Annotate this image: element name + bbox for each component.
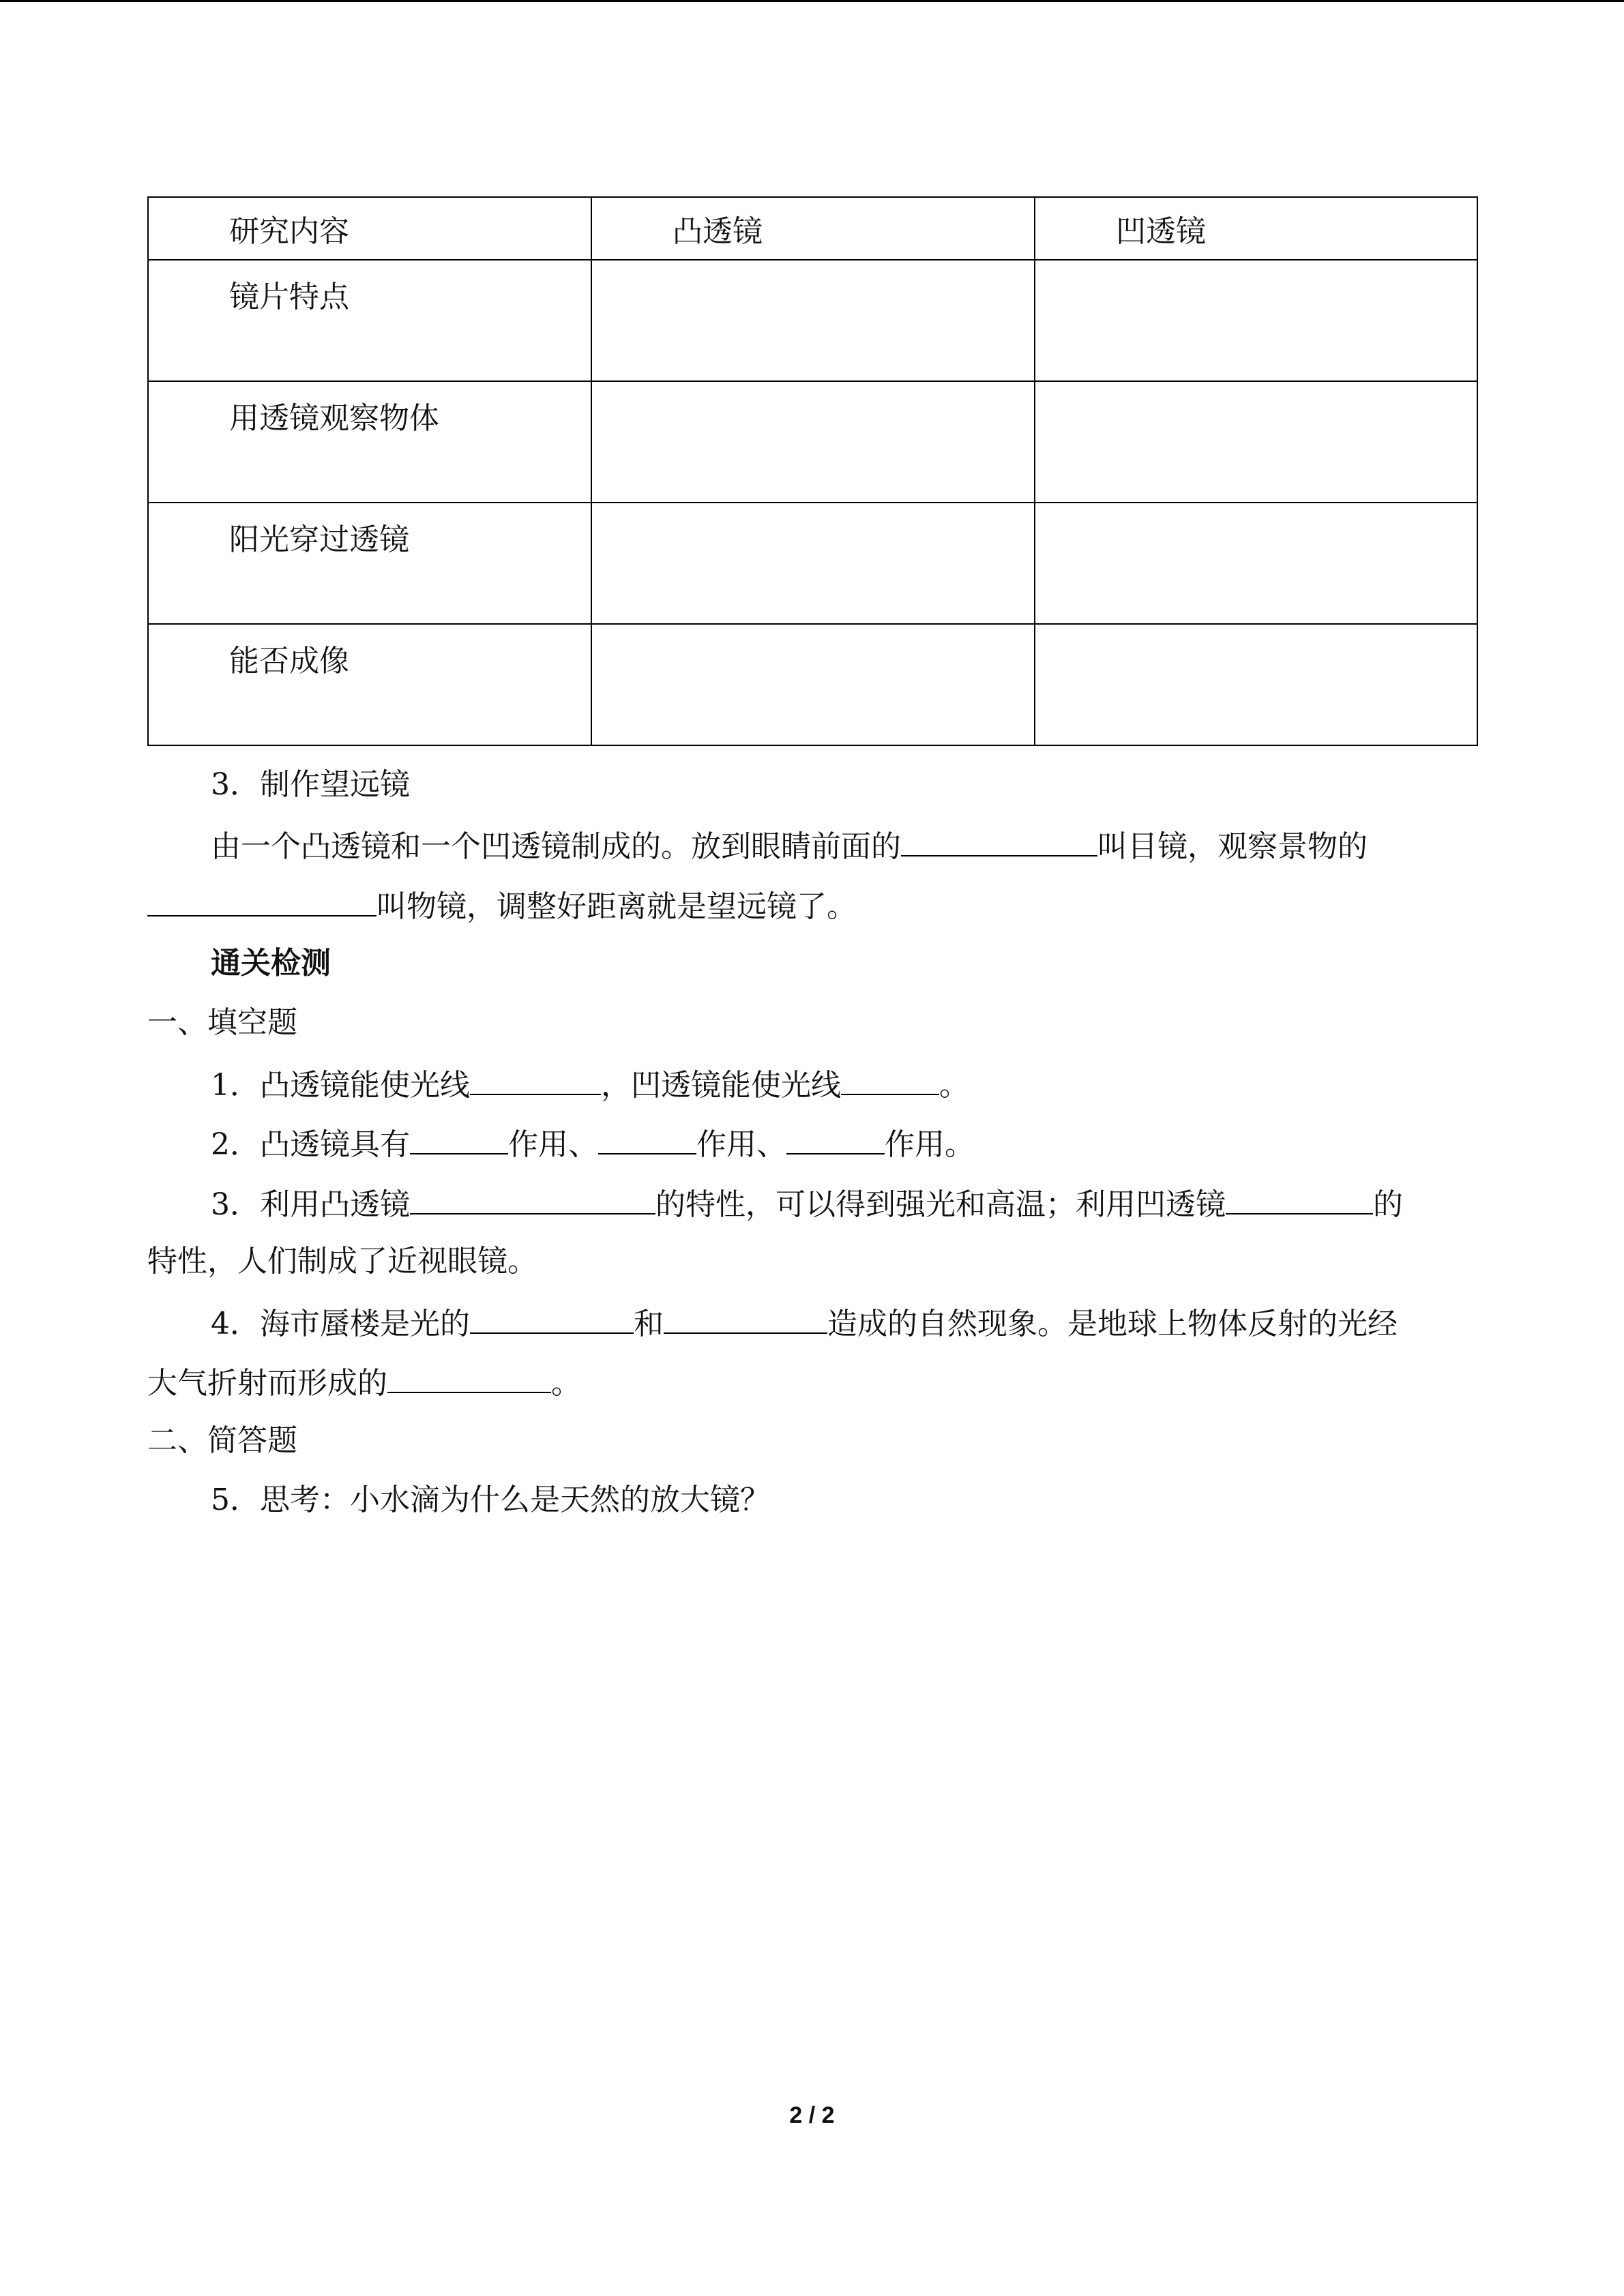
q1-text-c: 。	[939, 1068, 969, 1103]
telescope-text-3: 叫物镜，调整好距离就是望远镜了。	[377, 889, 857, 924]
lens-comparison-table	[147, 196, 1478, 746]
cell-convex-blank[interactable]	[591, 503, 1035, 624]
q4-text-c: 造成的自然现象。是地球上物体反射的光经	[827, 1307, 1398, 1341]
q2-text-a: 2．凸透镜具有	[211, 1127, 410, 1162]
question-1	[211, 1064, 969, 1105]
telescope-paragraph-line2	[147, 885, 857, 926]
q3-text-a: 3．利用凸透镜	[211, 1187, 410, 1222]
q4-blank-2[interactable]	[664, 1302, 827, 1334]
cell-concave-blank[interactable]	[1035, 260, 1477, 381]
q1-text-b: ，凹透镜能使光线	[601, 1068, 841, 1103]
check-heading: 通关检测	[211, 946, 331, 981]
table-header-row	[148, 197, 1477, 260]
q1-blank-2[interactable]	[841, 1064, 939, 1095]
telescope-text-1: 由一个凸透镜和一个凹透镜制成的。放到眼睛前面的	[211, 829, 901, 864]
cell-concave-blank[interactable]	[1035, 381, 1477, 503]
question-3-line1	[211, 1183, 1403, 1224]
q2-blank-2[interactable]	[598, 1123, 696, 1154]
page-number: 2 / 2	[789, 2102, 835, 2128]
q4-blank-1[interactable]	[470, 1302, 634, 1334]
header-research-content: 研究内容	[148, 197, 591, 260]
telescope-heading: 3．制作望远镜	[211, 767, 410, 802]
short-answer-heading: 二、简答题	[147, 1423, 297, 1458]
eyepiece-blank[interactable]	[901, 825, 1097, 856]
header-convex-lens: 凸透镜	[591, 197, 1035, 260]
header-concave-lens: 凹透镜	[1035, 197, 1477, 260]
question-5: 5．思考：小水滴为什么是天然的放大镜？	[211, 1482, 770, 1517]
question-4-line1	[211, 1302, 1398, 1343]
objective-blank[interactable]	[147, 885, 377, 916]
row-label-observe-objects: 用透镜观察物体	[148, 381, 591, 503]
row-label-sunlight-through-lens: 阳光穿过透镜	[148, 503, 591, 624]
q3-blank-1[interactable]	[410, 1183, 655, 1214]
q3-blank-2[interactable]	[1226, 1183, 1373, 1214]
cell-convex-blank[interactable]	[591, 624, 1035, 745]
q4-text-e: 。	[551, 1366, 581, 1401]
q4-text-b: 和	[634, 1307, 664, 1341]
question-4-line2	[147, 1362, 581, 1403]
cell-convex-blank[interactable]	[591, 381, 1035, 503]
q1-blank-1[interactable]	[470, 1064, 601, 1095]
q2-blank-1[interactable]	[410, 1123, 508, 1154]
fill-blank-heading: 一、填空题	[147, 1005, 297, 1040]
cell-convex-blank[interactable]	[591, 260, 1035, 381]
table-row	[148, 503, 1477, 624]
q2-text-d: 作用。	[885, 1127, 975, 1162]
row-label-can-form-image: 能否成像	[148, 624, 591, 745]
q1-text-a: 1．凸透镜能使光线	[211, 1068, 470, 1103]
row-label-lens-features: 镜片特点	[148, 260, 591, 381]
table-row	[148, 381, 1477, 503]
question-2	[211, 1123, 975, 1164]
q4-text-a: 4．海市蜃楼是光的	[211, 1307, 470, 1341]
telescope-paragraph-line1	[211, 825, 1368, 866]
q3-text-b: 的特性，可以得到强光和高温；利用凹透镜	[655, 1187, 1226, 1222]
cell-concave-blank[interactable]	[1035, 624, 1477, 745]
question-3-line2: 特性，人们制成了近视眼镜。	[147, 1244, 537, 1279]
cell-concave-blank[interactable]	[1035, 503, 1477, 624]
q2-text-c: 作用、	[696, 1127, 786, 1162]
table-row	[148, 260, 1477, 381]
table-row	[148, 624, 1477, 745]
q4-text-d: 大气折射而形成的	[147, 1366, 387, 1401]
q3-text-c: 的	[1373, 1187, 1403, 1222]
q2-text-b: 作用、	[508, 1127, 598, 1162]
telescope-text-2: 叫目镜，观察景物的	[1097, 829, 1368, 864]
q4-blank-3[interactable]	[387, 1362, 551, 1393]
q2-blank-3[interactable]	[786, 1123, 885, 1154]
